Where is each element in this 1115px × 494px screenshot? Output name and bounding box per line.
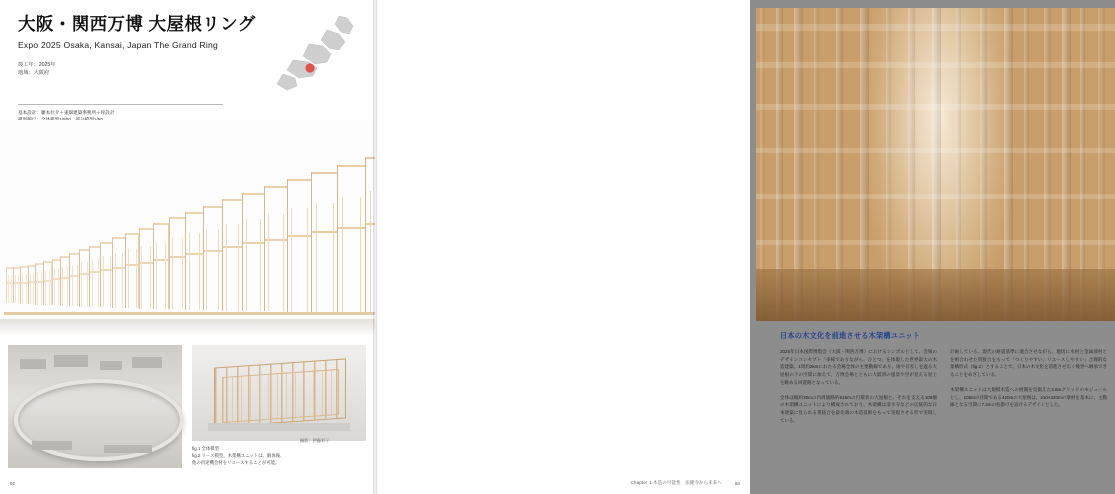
ring-deck bbox=[4, 312, 394, 315]
ring-lintel bbox=[312, 172, 337, 174]
ring-bay bbox=[89, 246, 101, 307]
ring-inner-post bbox=[226, 224, 240, 311]
ring-bay bbox=[311, 172, 338, 312]
paragraph: 全体は幅約30mの内周通路約615mの円環状の大屋根と、それを支える108個の木架構ユニットにより構成されており、木架構は清水寺などの伝統的な日本建築に見られる貫接合を最先端の木造技術をもって実現させる形で実現している。 bbox=[780, 394, 937, 423]
map-location-marker bbox=[305, 63, 314, 72]
ring-inner-post bbox=[342, 197, 361, 312]
ring-lintel bbox=[204, 206, 222, 208]
title-block bbox=[18, 14, 268, 77]
photo-beam bbox=[756, 194, 1115, 199]
ring-inner-post bbox=[37, 272, 42, 304]
meta-region: 地域：大阪府 bbox=[18, 70, 50, 77]
photo-beam bbox=[756, 24, 1115, 31]
render-ground-shadow bbox=[0, 319, 375, 335]
fig2-caption-line2: 他の用途機会材をリユースすることが可能。 bbox=[192, 459, 280, 465]
fig2-frame-inner bbox=[222, 369, 339, 423]
ring-inner-post bbox=[72, 265, 78, 307]
ring-inner-post bbox=[246, 219, 261, 311]
ring-bay bbox=[287, 179, 312, 312]
ring-lintel bbox=[7, 267, 13, 269]
ring-lintel bbox=[61, 256, 69, 258]
fig1-caption: fig.1 全体模型 bbox=[192, 446, 220, 451]
ring-lintel bbox=[243, 193, 263, 195]
ring-lintel bbox=[140, 228, 153, 230]
ring-inner-post bbox=[54, 269, 59, 305]
ring-inner-post bbox=[206, 229, 219, 311]
ring-inner-post bbox=[103, 256, 111, 307]
photo-beam bbox=[756, 240, 1115, 245]
ring-inner-post bbox=[115, 253, 123, 308]
japan-map-icon bbox=[269, 8, 365, 104]
folio-right: 93 bbox=[734, 481, 740, 486]
unit-model-photo bbox=[192, 345, 366, 441]
photo-beam bbox=[756, 104, 1115, 110]
photo-beam bbox=[756, 62, 1115, 68]
model-block bbox=[132, 357, 162, 368]
ring-inner-post bbox=[128, 249, 137, 308]
model-block bbox=[20, 359, 46, 369]
ring-inner-post bbox=[268, 214, 284, 312]
article-column-1 bbox=[780, 348, 937, 432]
paragraph: 計画している。現代の耐震基準に適合させながら、適切に木材と金属部材とを組合わせた貫接合をもって「つくりやすい、リユースしやすい」合理的な架構形式（fig.2）とすることで、日本の木文化を前進させ広く後世へ継承できることをめざしている。 bbox=[950, 349, 1107, 378]
ring-bay bbox=[264, 186, 288, 311]
colonnade-bays bbox=[4, 140, 375, 325]
ring-inner-post bbox=[15, 275, 19, 303]
project-meta bbox=[18, 61, 268, 77]
ring-lintel bbox=[223, 199, 242, 201]
ring-bay bbox=[222, 199, 243, 310]
figure-captions bbox=[192, 446, 368, 466]
ring-lintel bbox=[154, 223, 168, 225]
ring-inner-post bbox=[62, 267, 68, 306]
ring-lintel bbox=[101, 242, 112, 244]
ring-lintel bbox=[70, 253, 79, 255]
ring-inner-post bbox=[291, 208, 308, 311]
site-model-photo bbox=[8, 345, 182, 468]
ring-inner-post bbox=[156, 242, 166, 309]
ring-inner-post bbox=[316, 203, 334, 312]
ring-bay bbox=[169, 217, 186, 309]
article-column-2 bbox=[950, 348, 1107, 416]
ring-lintel bbox=[14, 267, 20, 269]
paragraph: 2025年日本国際博覧会（大阪・関西万博）におけるシンボルとして、会場のデザインコンセプト「多様でありながら、ひとつ」を体現した世界最大の木造建築。1周約2kmにわたる会場全体の主要動線であり、雨や日差しを遮る大屋根の下の空間に加えて、万博会場とともに大阪湾の風景や空が見える屋上を眺める回遊路となっている。 bbox=[780, 349, 937, 385]
ring-lintel bbox=[126, 233, 138, 235]
ring-inner-post bbox=[30, 274, 35, 305]
ring-inner-post bbox=[172, 238, 183, 310]
ring-inner-post bbox=[45, 271, 50, 305]
interior-photo bbox=[756, 8, 1115, 321]
ring-lintel bbox=[338, 165, 364, 167]
ring-lintel bbox=[53, 259, 60, 261]
ring-lintel bbox=[288, 179, 311, 181]
ring-bay bbox=[125, 233, 139, 308]
ring-lintel bbox=[113, 237, 124, 239]
ring-bay bbox=[153, 223, 169, 309]
ring-inner-post bbox=[92, 259, 99, 307]
ring-bay bbox=[139, 228, 154, 309]
ring-inner-post bbox=[81, 262, 88, 307]
model-block bbox=[104, 445, 152, 453]
ring-bay bbox=[242, 193, 264, 311]
ring-inner-post bbox=[189, 233, 201, 310]
credit-line-1: 基本設計：藤本壮介＋東畑建築事務所＋梓設計 bbox=[18, 110, 115, 115]
main-render-image bbox=[0, 120, 375, 335]
meta-completion-year: 竣工年：2025年 bbox=[18, 62, 56, 68]
chapter-footer: Chapter 1 木造の可能性 法隆寺から未来へ bbox=[630, 480, 722, 485]
photo-beam bbox=[756, 148, 1115, 153]
ring-inner-post bbox=[141, 246, 151, 309]
ring-bay bbox=[203, 206, 223, 311]
page-title-ja: 大阪・関西万博 大屋根リング bbox=[18, 14, 256, 34]
fig1-photo-credit: 撮影：伊藤彩子 bbox=[300, 438, 330, 443]
ring-lintel bbox=[44, 261, 51, 263]
ring-lintel bbox=[80, 249, 89, 251]
model-block bbox=[32, 441, 72, 450]
ring-lintel bbox=[265, 186, 287, 188]
ring-bay bbox=[112, 237, 125, 307]
ring-bay bbox=[100, 242, 113, 308]
ring-lintel bbox=[29, 265, 35, 267]
photo-floor bbox=[756, 269, 1115, 321]
ring-bay bbox=[185, 212, 204, 310]
left-page bbox=[0, 0, 375, 494]
ring-lintel bbox=[36, 263, 43, 265]
ring-lintel bbox=[186, 212, 203, 214]
fig2-caption-line1: fig.2 リース模型。木架構ユニットは、解体後、 bbox=[192, 452, 285, 458]
ring-lintel bbox=[90, 246, 100, 248]
grand-ring-structure bbox=[4, 140, 375, 325]
right-page bbox=[375, 0, 1107, 494]
ring-lintel bbox=[170, 217, 185, 219]
folio-left: 92 bbox=[10, 481, 16, 486]
ring-inner-post bbox=[22, 274, 26, 303]
model-block bbox=[54, 355, 88, 367]
fig2-base bbox=[208, 423, 350, 431]
ring-bay bbox=[337, 165, 365, 313]
ring-inner-post bbox=[8, 275, 12, 303]
article-heading: 日本の木文化を前進させる木架構ユニット bbox=[780, 331, 921, 340]
ring-lintel bbox=[21, 266, 27, 268]
paragraph: 木架構ユニットは大規模木造への展開を見据えた3.6mグリッドのモジュールとし、105mの径間である420mの大屋根は、210×420mの梁材を基本に、主動線となる空間に7.2mの柱掛けを設けるデザインとした。 bbox=[950, 386, 1107, 408]
page-title-en: Expo 2025 Osaka, Kansai, Japan The Grand Ring bbox=[18, 40, 218, 50]
model-block bbox=[100, 361, 122, 370]
